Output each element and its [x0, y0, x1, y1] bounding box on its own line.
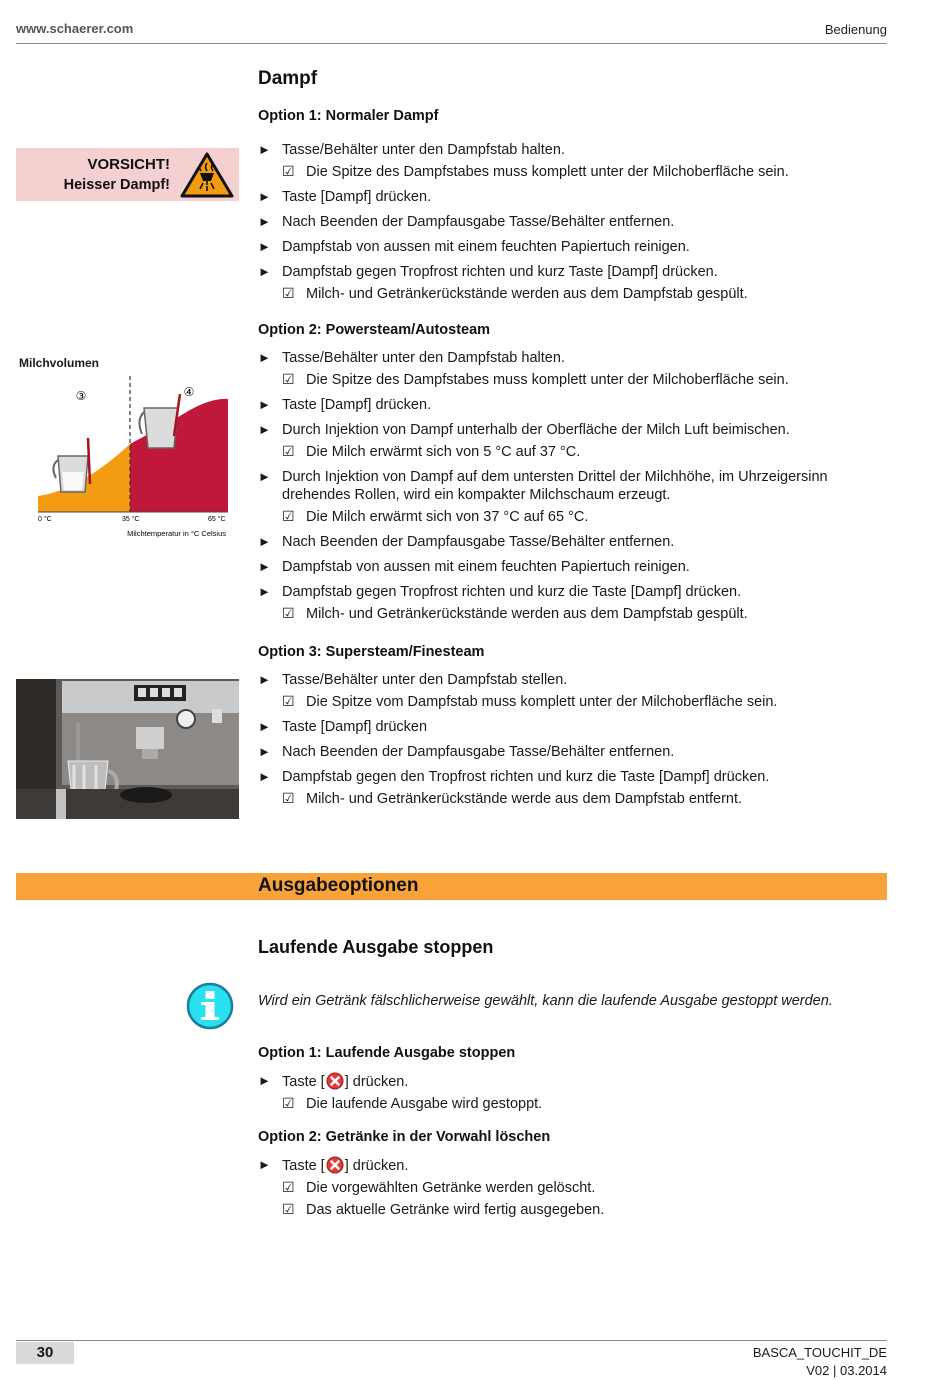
diagram-title: Milchvolumen [19, 356, 100, 370]
stop-option1-list [258, 1072, 888, 1113]
step-text-pre: Taste [ [282, 1074, 325, 1090]
step-item: ► Taste [Dampf] drücken. [258, 396, 888, 414]
doc-name: BASCA_TOUCHIT_DE [752, 1345, 887, 1360]
step-item: ► Dampfstab gegen Tropfrost richten und kurz Taste [Dampf] drücken. [258, 263, 888, 281]
document-id [753, 1344, 887, 1380]
hot-steam-warning-icon [179, 151, 235, 199]
header-section: Bedienung [824, 22, 887, 37]
tick-label-35: 35 °C [122, 516, 140, 523]
caution-line1: VORSICHT! [87, 156, 170, 173]
step-item: ► Nach Beenden der Dampfausgabe Tasse/Behälter entfernen. [258, 743, 888, 761]
diagram-xlabel: Milchtemperatur in °C Celsius [127, 529, 226, 538]
step-text-post: ] drücken. [344, 1158, 409, 1174]
option2-title: Option 2: Powersteam/Autosteam [258, 322, 491, 338]
pitcher-icon-1 [53, 438, 90, 492]
list-item: ☑ Die laufende Ausgabe wird gestoppt. [258, 1095, 888, 1113]
marker-3: ③ [75, 389, 87, 403]
list-item: ☑ Die vorgewählten Getränke werden gelöscht. [258, 1179, 888, 1197]
caution-box [16, 148, 239, 201]
result-item: ☑ Die Spitze des Dampfstabes muss komplett unter der Milchoberfläche sein. [258, 371, 888, 389]
step-item: ► Dampfstab von aussen mit einem feuchten Papiertuch reinigen. [258, 558, 888, 576]
section-band [16, 873, 887, 900]
caution-line2: Heisser Dampf! [63, 177, 170, 193]
marker-4: ④ [183, 385, 195, 399]
option3-list [258, 671, 888, 808]
option1-title: Option 1: Normaler Dampf [258, 108, 439, 124]
doc-version: V02 | 03.2014 [806, 1363, 887, 1378]
page-number: 30 [36, 1344, 54, 1361]
result-item: ☑ Die Spitze des Dampfstabes muss komplett unter der Milchoberfläche sein. [258, 163, 888, 181]
step-item: ► Dampfstab gegen Tropfrost richten und kurz die Taste [Dampf] drücken. [258, 583, 888, 601]
list-item [258, 1072, 888, 1091]
step-item: ► Dampfstab gegen den Tropfrost richten und kurz die Taste [Dampf] drücken. [258, 768, 888, 786]
section-title-output: Ausgabeoptionen [258, 875, 419, 896]
milk-volume-diagram [30, 372, 238, 544]
coffee-machine-photo [16, 679, 239, 819]
tick-label-0: 0 °C [38, 516, 52, 523]
step-item: ► Tasse/Behälter unter den Dampfstab stellen. [258, 671, 888, 689]
step-item: ► Tasse/Behälter unter den Dampfstab halten. [258, 349, 888, 367]
step-item: ► Nach Beenden der Dampfausgabe Tasse/Behälter entfernen. [258, 213, 888, 231]
step-item: ► Nach Beenden der Dampfausgabe Tasse/Behälter entfernen. [258, 533, 888, 551]
result-item: ☑ Milch- und Getränkerückstände werden aus dem Dampfstab gespült. [258, 605, 888, 623]
step-item: ► Durch Injektion von Dampf unterhalb der Oberfläche der Milch Luft beimischen. [258, 421, 888, 439]
step-text-post: ] drücken. [344, 1074, 409, 1090]
section-title-dampf: Dampf [258, 68, 318, 89]
option1-list [258, 141, 888, 303]
result-item: ☑ Milch- und Getränkerückstände werden aus dem Dampfstab gespült. [258, 285, 888, 303]
step-item: ► Durch Injektion von Dampf auf dem untersten Drittel der Milchhöhe, im Uhrzeigersinn drehendes Rollen, wird ein kompakter Milchschaum erzeugt. [258, 468, 888, 504]
step-item: ► Tasse/Behälter unter den Dampfstab halten. [258, 141, 888, 159]
option3-title: Option 3: Supersteam/Finesteam [258, 644, 485, 660]
result-item: ☑ Milch- und Getränkerückstände werde aus dem Dampfstab entfernt. [258, 790, 888, 808]
list-item: ☑ Das aktuelle Getränke wird fertig ausgegeben. [258, 1201, 888, 1219]
result-item: ☑ Die Milch erwärmt sich von 5 °C auf 37 °C. [258, 443, 888, 461]
option2-list [258, 349, 888, 623]
cancel-x-icon [326, 1156, 344, 1174]
step-item: ► Dampfstab von aussen mit einem feuchten Papiertuch reinigen. [258, 238, 888, 256]
list-item [258, 1156, 888, 1175]
step-item: ► Taste [Dampf] drücken [258, 718, 888, 736]
info-text: Wird ein Getränk fälschlicherweise gewählt, kann die laufende Ausgabe gestoppt werden. [258, 993, 833, 1009]
step-text-pre: Taste [ [282, 1158, 325, 1174]
result-item: ☑ Die Milch erwärmt sich von 37 °C auf 65 °C. [258, 508, 888, 526]
header-divider [16, 43, 887, 44]
footer-divider [16, 1340, 887, 1341]
stop-option1-title: Option 1: Laufende Ausgabe stoppen [258, 1045, 516, 1061]
stop-option2-title: Option 2: Getränke in der Vorwahl löschen [258, 1129, 551, 1145]
subtitle-stop-output: Laufende Ausgabe stoppen [258, 937, 494, 957]
stop-option2-list [258, 1156, 888, 1219]
info-icon [185, 981, 235, 1031]
cancel-x-icon [326, 1072, 344, 1090]
tick-label-65: 65 °C [208, 516, 226, 523]
step-item: ► Taste [Dampf] drücken. [258, 188, 888, 206]
header-site: www.schaerer.com [16, 21, 134, 36]
result-item: ☑ Die Spitze vom Dampfstab muss komplett unter der Milchoberfläche sein. [258, 693, 888, 711]
